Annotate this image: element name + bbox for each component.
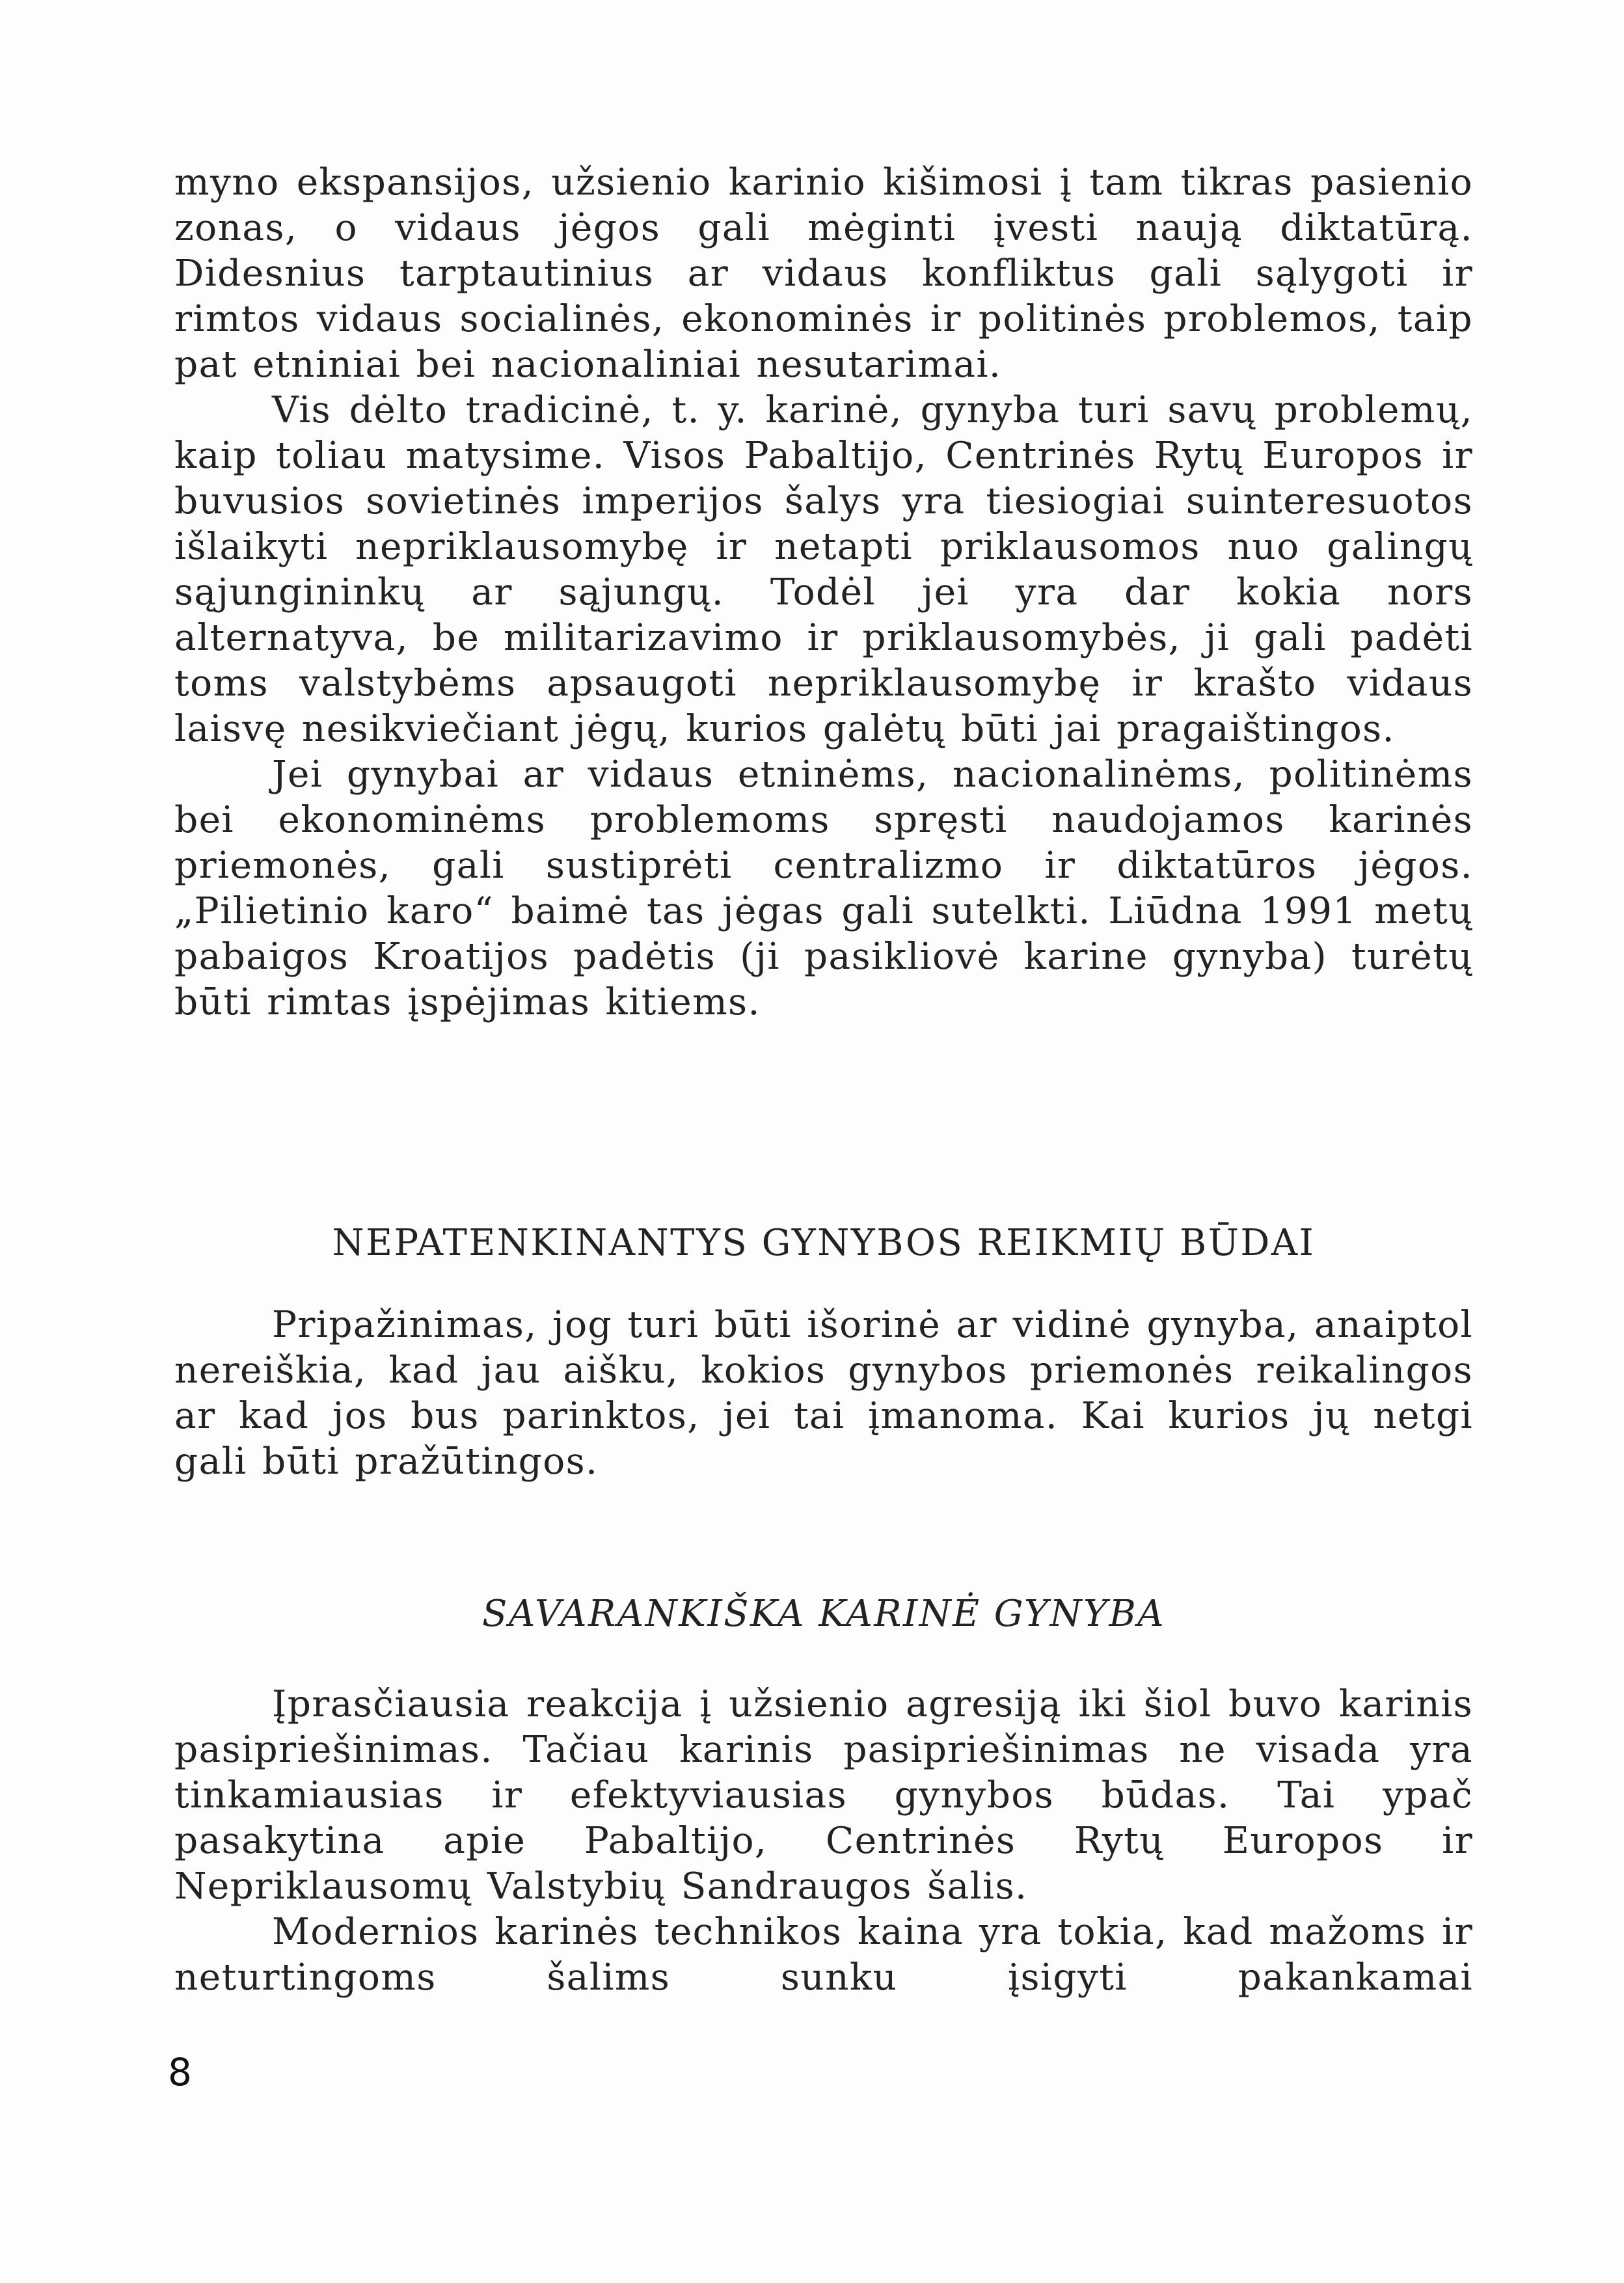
paragraph-continuation: myno ekspansijos, užsienio karinio kišimosi į tam tikras pasienio zonas, o vidaus jėgos gali mėginti įvesti naują diktatūrą. Didesnius tarptautinius ar vidaus konfliktus gali sąlygoti ir rimtos vidaus socialinės, ekonominės ir politinės problemos, taip pat etniniai bei nacionaliniai nesutarimai. [174,161,1473,386]
page-number: 8 [168,2050,192,2094]
paragraph-modern-technology: Modernios karinės technikos kaina yra tokia, kad mažoms ir neturtingoms šalims sunku įsigyti pakankamai [174,1911,1473,1999]
section-military-defense-text [174,1682,1473,2001]
paragraph-common-reaction: Įprasčiausia reakcija į užsienio agresiją iki šiol buvo karinis pasipriešinimas. Tačiau karinis pasipriešinimas ne visada yra tinkamiausias ir efektyviausias gynybos būdas. Tai ypač pasakytina apie Pabaltijo, Centrinės Rytų Europos ir Nepriklausomų Valstybių Sandraugos šalis. [174,1683,1473,1908]
section-unsatisfactory-text [174,1303,1473,1485]
paragraph-traditional-defense: Vis dėlto tradicinė, t. y. karinė, gynyba turi savų problemų, kaip toliau matysime. Visos Pabaltijo, Centrinės Rytų Europos ir buvusios sovietinės imperijos šalys yra tiesiogiai suinteresuotos išlaikyti nepriklausomybę ir netapti priklausomos nuo galingų sąjungininkų ar sąjungų. Todėl jei yra dar kokia nors alternatyva, be militarizavimo ir priklausomybės, ji gali padėti toms valstybėms apsaugoti nepriklausomybę ir krašto vidaus laisvę nesikviečiant jėgų, kurios galėtų būti jai pragaištingos. [174,389,1473,750]
section-heading-independent-military-defense: SAVARANKIŠKA KARINĖ GYNYBA [481,1593,1166,1635]
paragraph-military-means: Jei gynybai ar vidaus etninėms, nacionalinėms, politinėms bei ekonominėms problemoms spręsti naudojamos karinės priemonės, gali sustiprėti centralizmo ir diktatūros jėgos. „Pilietinio karo“ baimė tas jėgas gali sutelkti. Liūdna 1991 metų pabaigos Kroatijos padėtis (ji pasikliovė karine gynyba) turėtų būti rimtas įspėjimas kitiems. [174,753,1473,1023]
paragraph-recognition: Pripažinimas, jog turi būti išorinė ar vidinė gynyba, anaiptol nereiškia, kad jau aišku, kokios gynybos priemonės reikalingos ar kad jos bus parinktos, jei tai įmanoma. Kai kurios jų netgi gali būti pražūtingos. [174,1304,1473,1483]
section-heading-unsatisfactory-means: NEPATENKINANTYS GYNYBOS REIKMIŲ BŪDAI [332,1222,1316,1264]
section-intro-text [174,160,1473,1025]
